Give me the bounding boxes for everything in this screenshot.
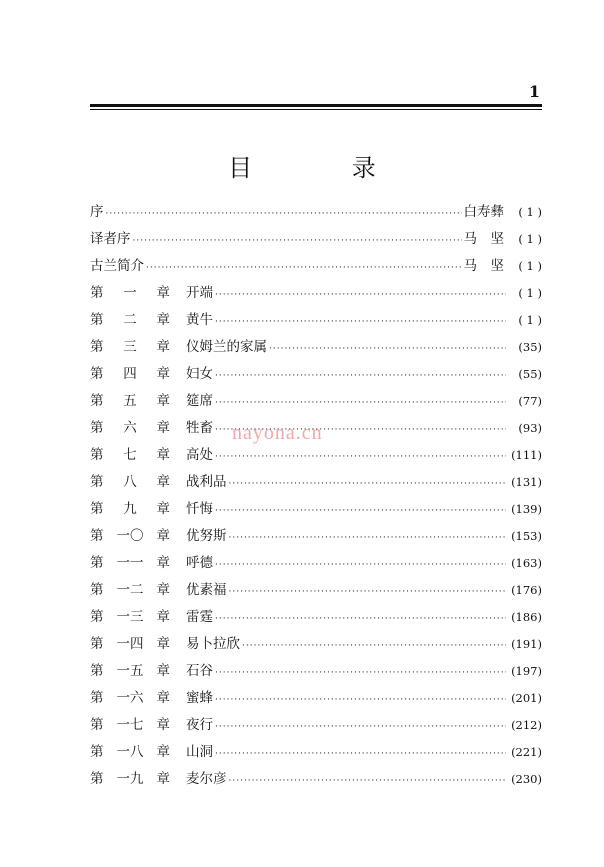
toc-entry-page: ( 1 )	[518, 232, 542, 246]
chapter-name: 蜜蜂	[186, 690, 213, 706]
dot-leader	[215, 695, 506, 705]
toc-entry-page: (212)	[511, 718, 542, 732]
header-rule-thin	[90, 109, 542, 110]
dot-leader	[229, 776, 507, 786]
toc-entry-chapter-4	[90, 362, 542, 389]
chapter-name: 高处	[186, 447, 213, 463]
dot-leader	[215, 371, 506, 381]
toc-entry-page: (201)	[511, 691, 542, 705]
chapter-name: 黄牛	[186, 312, 213, 328]
watermark: nayona.cn	[232, 422, 323, 444]
page-number: 1	[528, 82, 540, 101]
chapter-name: 仪姆兰的家属	[186, 339, 267, 355]
page-title: 目 录	[228, 154, 422, 182]
toc-entry-chapter-3	[90, 335, 542, 362]
toc-entry-chapter-13	[90, 605, 542, 632]
toc-entry-page: (35)	[518, 340, 542, 354]
toc-entry-page: (163)	[511, 556, 542, 570]
toc-entry-page: (131)	[511, 475, 542, 489]
chapter-name: 妇女	[186, 366, 213, 382]
toc-entry-chapter-12	[90, 578, 542, 605]
toc-entry-page: (230)	[511, 772, 542, 786]
dot-leader	[215, 722, 506, 732]
toc-entry-label: 译者序	[90, 231, 131, 247]
dot-leader	[229, 533, 507, 543]
toc-entry-page: (139)	[511, 502, 542, 516]
toc-entry-page: (221)	[511, 745, 542, 759]
toc-entry-page: (111)	[511, 448, 542, 462]
dot-leader	[215, 452, 506, 462]
chapter-name: 战利品	[186, 474, 227, 490]
chapter-number: 第 三 章	[90, 339, 170, 355]
dot-leader	[215, 290, 506, 300]
chapter-number: 第 一八 章	[90, 744, 170, 760]
header-rule-thick	[90, 104, 542, 107]
toc-entry-chapter-11	[90, 551, 542, 578]
toc-entry-author: 马 坚	[463, 231, 504, 247]
dot-leader	[146, 263, 462, 273]
chapter-number: 第 一九 章	[90, 771, 170, 787]
toc-entry-label: 序	[90, 204, 104, 220]
dot-leader	[229, 479, 507, 489]
dot-leader	[215, 317, 506, 327]
dot-leader	[215, 398, 506, 408]
chapter-number: 第 四 章	[90, 366, 170, 382]
chapter-number: 第 二 章	[90, 312, 170, 328]
toc-entry-chapter-14	[90, 632, 542, 659]
toc-entry-chapter-15	[90, 659, 542, 686]
chapter-name: 筵席	[186, 393, 213, 409]
toc-entry-page: (176)	[511, 583, 542, 597]
chapter-name: 开端	[186, 285, 213, 301]
toc-entry-chapter-1	[90, 281, 542, 308]
chapter-number: 第 一六 章	[90, 690, 170, 706]
toc-entry-chapter-17	[90, 713, 542, 740]
chapter-name: 忏悔	[186, 501, 213, 517]
toc-entry-author: 白寿彝	[463, 204, 504, 220]
chapter-number: 第 一 章	[90, 285, 170, 301]
toc-entry-page: (197)	[511, 664, 542, 678]
toc-entry-chapter-5	[90, 389, 542, 416]
toc-entry-page: (186)	[511, 610, 542, 624]
toc-entry-page: (55)	[518, 367, 542, 381]
chapter-name: 易卜拉欣	[186, 636, 240, 652]
toc-entry-page: (93)	[518, 421, 542, 435]
toc-entry-introduction	[90, 254, 542, 281]
chapter-number: 第 一二 章	[90, 582, 170, 598]
toc-entry-page: (153)	[511, 529, 542, 543]
chapter-number: 第 六 章	[90, 420, 170, 436]
toc-entry-page: ( 1 )	[518, 259, 542, 273]
chapter-number: 第 一〇 章	[90, 528, 170, 544]
chapter-number: 第 一三 章	[90, 609, 170, 625]
toc-entry-chapter-8	[90, 470, 542, 497]
dot-leader	[215, 668, 506, 678]
chapter-number: 第 九 章	[90, 501, 170, 517]
toc-entry-chapter-16	[90, 686, 542, 713]
toc-entry-chapter-10	[90, 524, 542, 551]
toc-entry-chapter-18	[90, 740, 542, 767]
dot-leader	[215, 560, 506, 570]
toc-entry-translator-preface	[90, 227, 542, 254]
chapter-number: 第 五 章	[90, 393, 170, 409]
toc-entry-chapter-7	[90, 443, 542, 470]
chapter-number: 第 一一 章	[90, 555, 170, 571]
dot-leader	[269, 344, 506, 354]
toc-entry-page: ( 1 )	[518, 286, 542, 300]
chapter-name: 优努斯	[186, 528, 227, 544]
toc-entry-page: ( 1 )	[518, 313, 542, 327]
chapter-name: 优素福	[186, 582, 227, 598]
toc-entry-preface	[90, 200, 542, 227]
dot-leader	[242, 641, 506, 651]
toc-entry-page: (77)	[518, 394, 542, 408]
toc-entry-chapter-9	[90, 497, 542, 524]
chapter-name: 麦尔彦	[186, 771, 227, 787]
chapter-number: 第 七 章	[90, 447, 170, 463]
toc-entry-page: (191)	[511, 637, 542, 651]
dot-leader	[215, 506, 506, 516]
dot-leader	[215, 614, 506, 624]
toc-entry-chapter-2	[90, 308, 542, 335]
toc-entry-label: 古兰简介	[90, 258, 144, 274]
toc-entry-author: 马 坚	[463, 258, 504, 274]
dot-leader	[133, 236, 462, 246]
chapter-name: 石谷	[186, 663, 213, 679]
dot-leader	[229, 587, 507, 597]
chapter-number: 第 一五 章	[90, 663, 170, 679]
dot-leader	[215, 749, 506, 759]
chapter-name: 山洞	[186, 744, 213, 760]
chapter-name: 呼德	[186, 555, 213, 571]
toc-entry-chapter-19	[90, 767, 542, 794]
chapter-number: 第 一四 章	[90, 636, 170, 652]
chapter-number: 第 一七 章	[90, 717, 170, 733]
dot-leader	[106, 209, 462, 219]
toc-entry-page: ( 1 )	[518, 205, 542, 219]
chapter-name: 牲畜	[186, 420, 213, 436]
chapter-name: 雷霆	[186, 609, 213, 625]
chapter-name: 夜行	[186, 717, 213, 733]
table-of-contents	[90, 200, 542, 794]
chapter-number: 第 八 章	[90, 474, 170, 490]
